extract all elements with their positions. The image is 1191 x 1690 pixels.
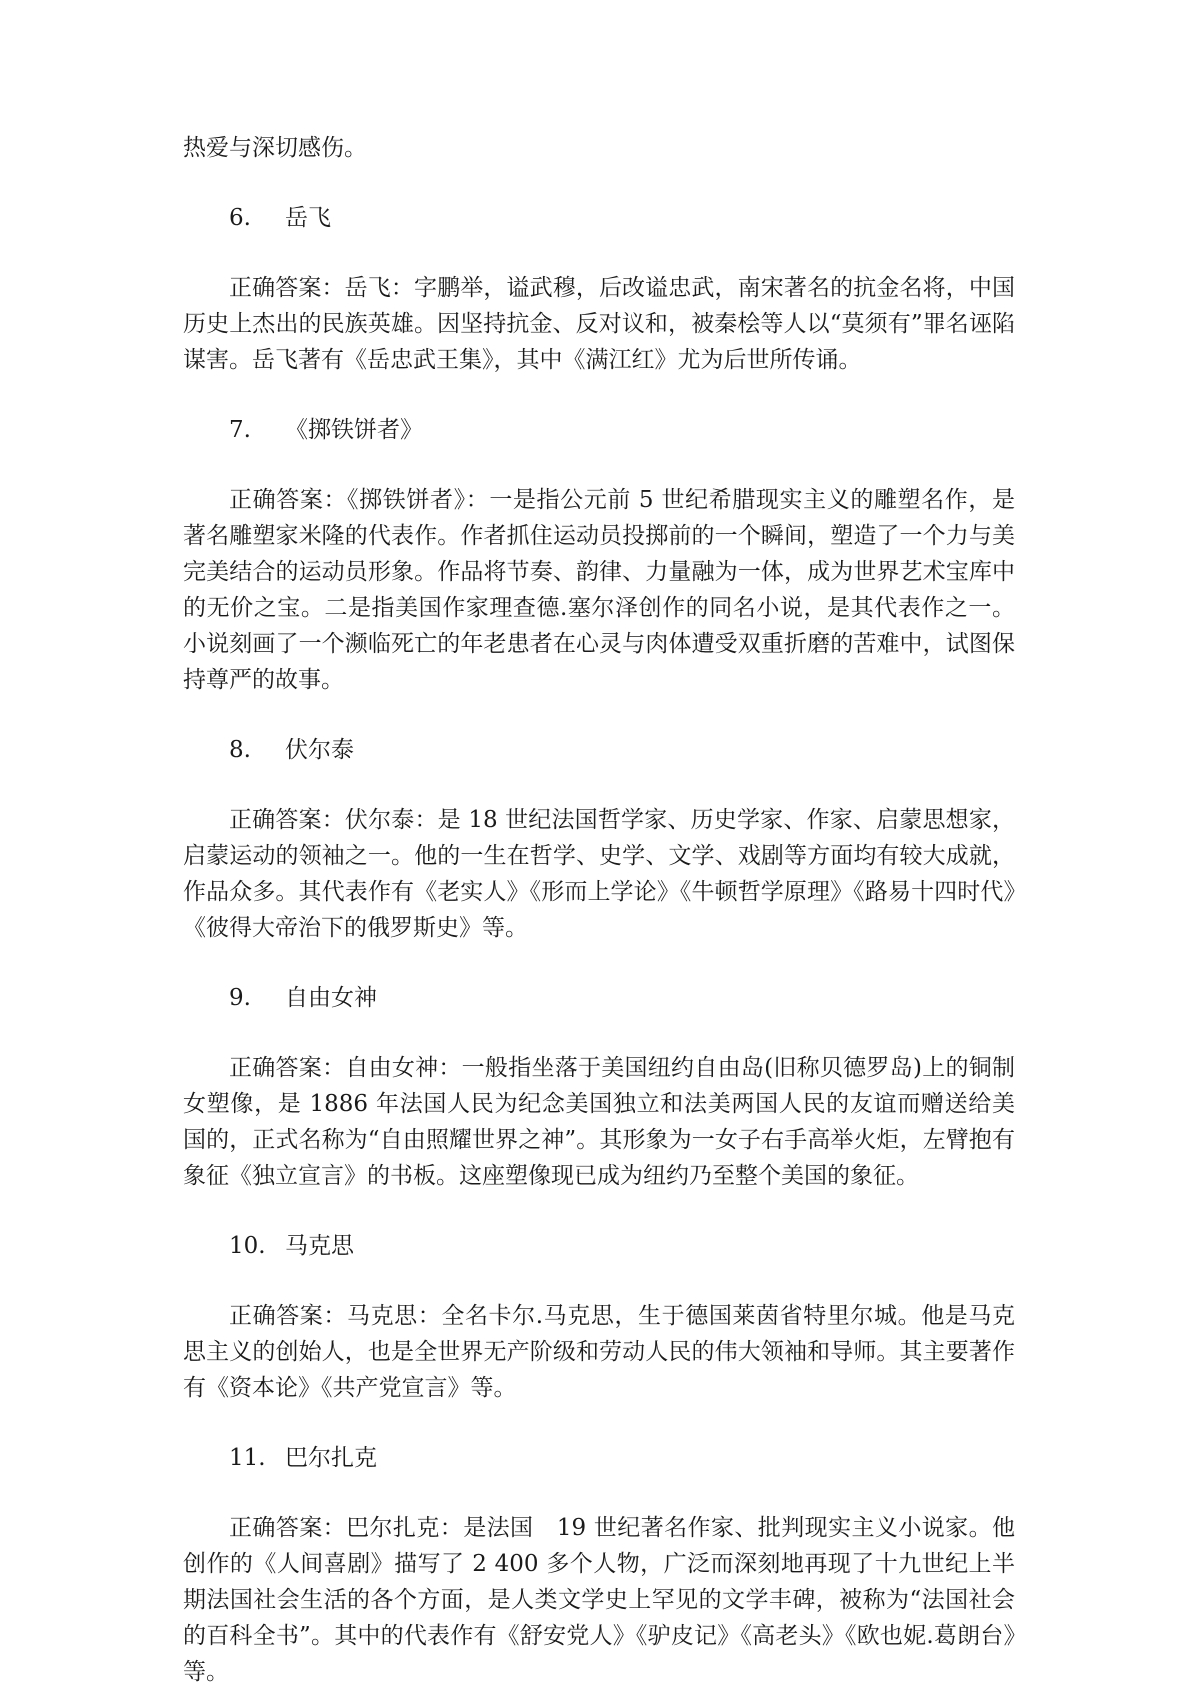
entry-number: 6. [229, 205, 251, 231]
entry-number: 8. [229, 737, 251, 763]
entry-title: 岳飞 [285, 205, 331, 231]
entry-answer: 正确答案：马克思：全名卡尔.马克思，生于德国莱茵省特里尔城。他是马克思主义的创始人，也是全世界无产阶级和劳动人民的伟大领袖和导师。其主要著作有《资本论》《共产党宣言》等。 [183, 1303, 1015, 1401]
entry-number: 10. [229, 1233, 266, 1259]
entry-number: 11. [229, 1445, 266, 1471]
entry-heading [183, 732, 1015, 768]
entry-title: 《掷铁饼者》 [285, 417, 423, 443]
entry-answer: 正确答案：巴尔扎克：是法国 19 世纪著名作家、批判现实主义小说家。他创作的《人间喜剧》描写了 2 400 多个人物，广泛而深刻地再现了十九世纪上半期法国社会生活的各个方面，是人类文学史上罕见的文学丰碑，被称为“法国社会的百科全书”。其中的代表作有《舒安党人》《驴皮记》《高老头》《欧也妮.葛朗台》等。 [183, 1515, 1015, 1685]
entry-answer: 正确答案：岳飞：字鹏举，谥武穆，后改谥忠武，南宋著名的抗金名将，中国历史上杰出的民族英雄。因坚持抗金、反对议和，被秦桧等人以“莫须有”罪名诬陷谋害。岳飞著有《岳忠武王集》，其中《满江红》尤为后世所传诵。 [183, 275, 1015, 373]
entry-heading [183, 1228, 1015, 1264]
entry-heading [183, 1440, 1015, 1476]
entry-answer: 正确答案：《掷铁饼者》：一是指公元前 5 世纪希腊现实主义的雕塑名作，是著名雕塑家米隆的代表作。作者抓住运动员投掷前的一个瞬间，塑造了一个力与美完美结合的运动员形象。作品将节奏、韵律、力量融为一体，成为世界艺术宝库中的无价之宝。二是指美国作家理查德.塞尔泽创作的同名小说，是其代表作之一。小说刻画了一个濒临死亡的年老患者在心灵与肉体遭受双重折磨的苦难中，试图保持尊严的故事。 [183, 487, 1015, 693]
entry-heading [183, 980, 1015, 1016]
entry-title: 巴尔扎克 [285, 1445, 377, 1471]
entry-answer: 正确答案：自由女神：一般指坐落于美国纽约自由岛(旧称贝德罗岛)上的铜制女塑像，是 1886 年法国人民为纪念美国独立和法美两国人民的友谊而赠送给美国的，正式名称为“自由照耀世界之神”。其形象为一女子右手高举火炬，左臂抱有象征《独立宣言》的书板。这座塑像现已成为纽约乃至整个美国的象征。 [183, 1055, 1015, 1189]
document-page [183, 130, 1015, 1690]
entry-heading [183, 200, 1015, 236]
entry-title: 马克思 [285, 1233, 354, 1259]
entry-title: 自由女神 [285, 985, 377, 1011]
entry-title: 伏尔泰 [285, 737, 354, 763]
entry-number: 7. [229, 417, 251, 443]
entry-answer: 正确答案：伏尔泰：是 18 世纪法国哲学家、历史学家、作家、启蒙思想家，启蒙运动的领袖之一。他的一生在哲学、史学、文学、戏剧等方面均有较大成就，作品众多。其代表作有《老实人》《形而上学论》《牛顿哲学原理》《路易十四时代》《彼得大帝治下的俄罗斯史》等。 [183, 807, 1015, 941]
entry-number: 9. [229, 985, 251, 1011]
entry-heading [183, 412, 1015, 448]
intro-fragment: 热爱与深切感伤。 [183, 135, 367, 161]
